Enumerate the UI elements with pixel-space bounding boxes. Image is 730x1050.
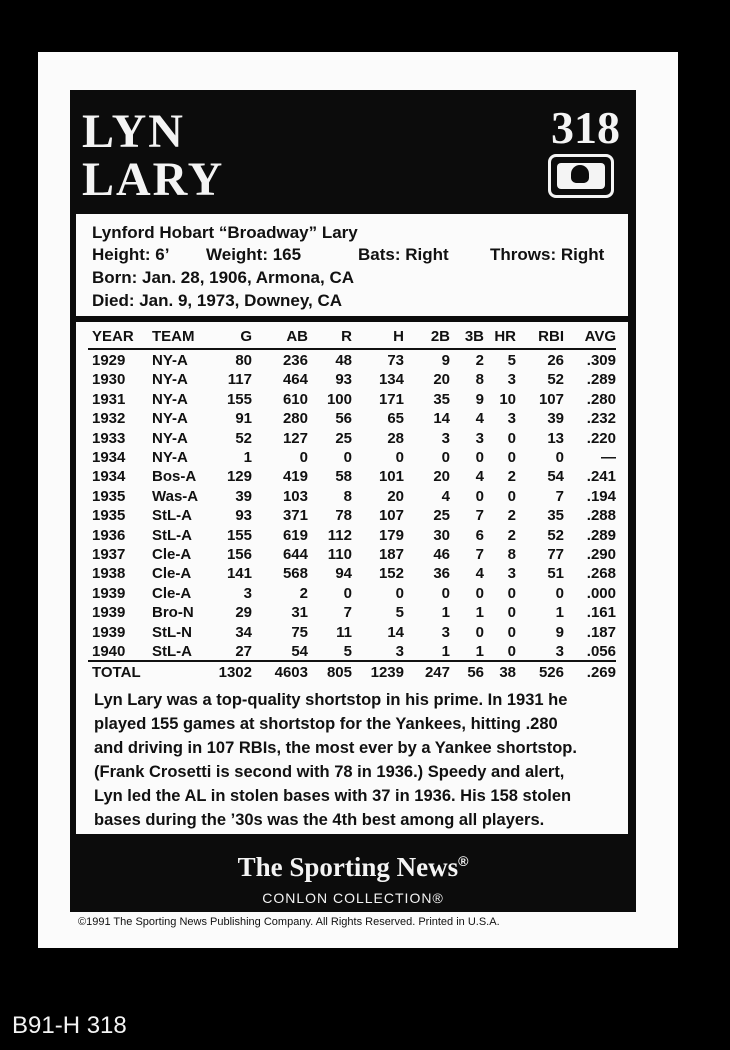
total-3b: 56 — [467, 664, 484, 681]
cell-avg: .288 — [586, 507, 616, 525]
cell-3b: 9 — [475, 390, 484, 408]
cell-2b: 9 — [441, 352, 450, 369]
stats-header — [76, 328, 628, 347]
cell-h: 3 — [395, 643, 404, 660]
cell-year: 1931 — [92, 390, 126, 408]
cell-rbi: 35 — [547, 507, 564, 525]
cell-rbi: 0 — [555, 449, 564, 466]
cell-2b: 0 — [441, 449, 450, 466]
cell-g: 27 — [235, 643, 252, 660]
cell-year: 1939 — [92, 584, 126, 602]
col-3b: 3B — [464, 328, 484, 345]
cell-year: 1934 — [92, 449, 126, 466]
cell-ab: 2 — [299, 584, 308, 602]
total-r: 805 — [326, 664, 352, 681]
cell-avg: — — [601, 449, 616, 466]
cell-r: 110 — [327, 546, 352, 563]
cell-avg: .280 — [586, 390, 616, 408]
cell-hr: 0 — [507, 429, 516, 447]
stats-row — [76, 391, 628, 410]
cell-year: 1939 — [92, 623, 126, 641]
col-h: H — [393, 328, 404, 345]
cell-avg: .289 — [586, 371, 616, 389]
cell-2b: 1 — [441, 604, 450, 622]
cell-g: 80 — [235, 352, 252, 369]
cell-2b: 36 — [433, 565, 450, 583]
cell-g: 3 — [243, 584, 252, 602]
cell-h: 73 — [387, 352, 404, 369]
cell-r: 58 — [335, 468, 352, 486]
sporting-news-logo — [70, 852, 636, 883]
cell-h: 5 — [395, 604, 404, 622]
cell-year: 1938 — [92, 565, 126, 583]
cell-g: 117 — [227, 371, 252, 389]
col-year: YEAR — [92, 328, 134, 345]
blurb-line: Lyn Lary was a top-quality shortstop in his prime. In 1931 he — [94, 691, 568, 709]
cell-ab: 464 — [282, 371, 308, 389]
cell-rbi: 51 — [547, 565, 564, 583]
cell-team: Cle-A — [152, 546, 192, 563]
cell-rbi: 3 — [555, 643, 564, 660]
cell-r: 25 — [335, 429, 352, 447]
cell-rbi: 107 — [538, 390, 564, 408]
cell-h: 134 — [378, 371, 404, 389]
stats-row — [76, 585, 628, 604]
cell-g: 93 — [235, 507, 252, 525]
col-team: TEAM — [152, 328, 195, 345]
cell-g: 29 — [235, 604, 252, 622]
cell-h: 179 — [378, 526, 404, 544]
cell-r: 93 — [335, 371, 352, 389]
stats-row — [76, 468, 628, 487]
cell-2b: 35 — [433, 390, 450, 408]
cell-3b: 0 — [475, 623, 484, 641]
cell-h: 152 — [378, 565, 404, 583]
cell-3b: 4 — [475, 565, 484, 583]
cell-3b: 7 — [475, 546, 484, 563]
cell-r: 94 — [335, 565, 352, 583]
cell-h: 0 — [395, 584, 404, 602]
collection-mark: ® — [432, 890, 444, 906]
cell-ab: 280 — [282, 410, 308, 428]
cell-2b: 1 — [441, 643, 450, 660]
cell-hr: 2 — [507, 468, 516, 486]
cell-team: NY-A — [152, 390, 188, 408]
cell-rbi: 7 — [555, 487, 564, 505]
cell-team: NY-A — [152, 352, 188, 369]
cell-r: 112 — [327, 526, 352, 544]
height: Height: 6’ — [92, 245, 170, 264]
cell-ab: 619 — [282, 526, 308, 544]
cell-2b: 20 — [433, 468, 450, 486]
cell-hr: 10 — [499, 390, 516, 408]
player-last-name: LARY — [82, 153, 225, 206]
cell-h: 187 — [378, 546, 404, 563]
cell-rbi: 26 — [547, 352, 564, 369]
cell-rbi: 52 — [547, 371, 564, 389]
cell-hr: 3 — [507, 371, 516, 389]
col-avg: AVG — [584, 328, 616, 345]
stats-total-row — [76, 664, 628, 683]
blurb-line: bases during the ’30s was the 4th best among all players. — [94, 811, 545, 829]
cell-2b: 3 — [441, 429, 450, 447]
cell-h: 171 — [378, 390, 404, 408]
cell-r: 48 — [335, 352, 352, 369]
bats: Bats: Right — [358, 245, 449, 264]
cell-year: 1932 — [92, 410, 126, 428]
weight: Weight: 165 — [206, 245, 302, 264]
bio-panel — [76, 214, 628, 316]
cell-hr: 5 — [507, 352, 516, 369]
cell-avg: .194 — [586, 487, 616, 505]
col-g: G — [240, 328, 252, 345]
cell-ab: 103 — [282, 487, 308, 505]
blurb-line: Lyn led the AL in stolen bases with 37 in 1936. His 158 stolen — [94, 787, 572, 805]
cell-hr: 0 — [507, 487, 516, 505]
cell-avg: .187 — [586, 623, 616, 641]
cell-ab: 610 — [282, 390, 308, 408]
col-r: R — [341, 328, 352, 345]
cell-3b: 4 — [475, 468, 484, 486]
cell-year: 1940 — [92, 643, 126, 660]
cell-2b: 14 — [433, 410, 450, 428]
cell-rbi: 54 — [547, 468, 564, 486]
cell-team: Cle-A — [152, 584, 192, 602]
career-blurb — [94, 688, 624, 832]
cell-3b: 1 — [475, 643, 484, 660]
cell-hr: 3 — [507, 410, 516, 428]
cell-year: 1935 — [92, 507, 126, 525]
born: Born: Jan. 28, 1906, Armona, CA — [92, 268, 355, 287]
cell-2b: 20 — [433, 371, 450, 389]
cell-year: 1934 — [92, 468, 126, 486]
cell-3b: 4 — [475, 410, 484, 428]
cell-3b: 8 — [475, 371, 484, 389]
full-name: Lynford Hobart “Broadway” Lary — [92, 223, 358, 242]
brand-name: The Sporting News — [237, 852, 459, 882]
cell-3b: 6 — [475, 526, 484, 544]
cell-hr: 0 — [507, 604, 516, 622]
cell-2b: 0 — [441, 584, 450, 602]
brand-mark: ® — [458, 853, 469, 869]
conlon-collection — [70, 890, 636, 906]
stats-row — [76, 371, 628, 390]
cell-g: 155 — [226, 390, 252, 408]
collection-name: CONLON COLLECTION — [262, 890, 433, 906]
cell-3b: 7 — [475, 507, 484, 525]
col-2b: 2B — [430, 328, 450, 345]
cell-3b: 2 — [475, 352, 484, 369]
total-year: TOTAL — [92, 664, 141, 681]
cell-rbi: 39 — [547, 410, 564, 428]
cell-h: 101 — [378, 468, 404, 486]
cell-3b: 3 — [475, 429, 484, 447]
stats-row — [76, 430, 628, 449]
cell-r: 8 — [343, 487, 352, 505]
cell-hr: 2 — [507, 526, 516, 544]
stats-panel — [76, 322, 628, 834]
cell-hr: 3 — [507, 565, 516, 583]
cell-year: 1939 — [92, 604, 126, 622]
cell-ab: 31 — [291, 604, 308, 622]
total-2b: 247 — [424, 664, 450, 681]
stats-row — [76, 488, 628, 507]
stats-row — [76, 624, 628, 643]
cell-r: 5 — [343, 643, 352, 660]
cell-avg: .056 — [586, 643, 616, 660]
cell-3b: 0 — [475, 449, 484, 466]
cell-avg: .241 — [586, 468, 616, 486]
cell-3b: 1 — [475, 604, 484, 622]
died: Died: Jan. 9, 1973, Downey, CA — [92, 291, 343, 310]
cell-rbi: 9 — [555, 623, 564, 641]
cell-team: NY-A — [152, 429, 188, 447]
cell-team: StL-A — [152, 526, 192, 544]
cell-avg: .161 — [586, 604, 616, 622]
cell-g: 34 — [235, 623, 252, 641]
cell-ab: 568 — [282, 565, 308, 583]
stats-row — [76, 410, 628, 429]
cell-rbi: 0 — [555, 584, 564, 602]
cell-avg: .309 — [586, 352, 616, 369]
stats-row — [76, 546, 628, 565]
throws: Throws: Right — [490, 245, 605, 264]
cell-team: Was-A — [152, 487, 199, 505]
col-rbi: RBI — [538, 328, 564, 345]
cell-avg: .232 — [586, 410, 616, 428]
cell-g: 156 — [226, 546, 252, 563]
cell-r: 11 — [336, 623, 352, 641]
cell-ab: 236 — [282, 352, 308, 369]
cell-g: 52 — [235, 429, 252, 447]
cell-ab: 54 — [291, 643, 308, 660]
cell-team: StL-N — [152, 623, 192, 641]
cell-g: 39 — [235, 487, 252, 505]
cell-year: 1933 — [92, 429, 126, 447]
cell-r: 0 — [343, 449, 352, 466]
cell-g: 91 — [235, 410, 252, 428]
stats-row — [76, 565, 628, 584]
cell-hr: 2 — [507, 507, 516, 525]
cell-2b: 30 — [433, 526, 450, 544]
stats-row — [76, 643, 628, 662]
blurb-line: and driving in 107 RBIs, the most ever by a Yankee shortstop. — [94, 739, 577, 757]
cell-r: 7 — [343, 604, 352, 622]
cell-team: StL-A — [152, 507, 192, 525]
header-rule — [88, 348, 616, 350]
cell-year: 1929 — [92, 352, 126, 369]
image-label: B91-H 318 — [12, 1012, 127, 1039]
cell-2b: 46 — [433, 546, 450, 563]
mlb-logo-icon — [548, 154, 614, 198]
mlb-logo-batter — [571, 165, 589, 183]
cell-ab: 0 — [299, 449, 308, 466]
cell-rbi: 77 — [547, 546, 564, 563]
stats-row — [76, 449, 628, 468]
cell-team: NY-A — [152, 371, 188, 389]
cell-g: 155 — [226, 526, 252, 544]
cell-h: 0 — [395, 449, 404, 466]
cell-team: NY-A — [152, 449, 188, 466]
cell-year: 1937 — [92, 546, 126, 563]
cell-ab: 75 — [291, 623, 308, 641]
cell-avg: .289 — [586, 526, 616, 544]
total-ab: 4603 — [274, 664, 308, 681]
total-avg: .269 — [586, 664, 616, 681]
cell-r: 78 — [335, 507, 352, 525]
cell-2b: 4 — [441, 487, 450, 505]
cell-team: Cle-A — [152, 565, 192, 583]
cell-hr: 0 — [507, 584, 516, 602]
total-hr: 38 — [499, 664, 516, 681]
cell-team: Bro-N — [152, 604, 194, 622]
cell-r: 100 — [326, 390, 352, 408]
blurb-line: played 155 games at shortstop for the Yankees, hitting .280 — [94, 715, 558, 733]
card-number: 318 — [551, 102, 620, 153]
col-hr: HR — [494, 328, 516, 345]
cell-h: 14 — [387, 623, 404, 641]
cell-ab: 644 — [282, 546, 308, 563]
cell-g: 1 — [243, 449, 252, 466]
cell-2b: 3 — [441, 623, 450, 641]
cell-rbi: 1 — [555, 604, 564, 622]
cell-rbi: 52 — [547, 526, 564, 544]
cell-year: 1935 — [92, 487, 126, 505]
cell-3b: 0 — [475, 487, 484, 505]
copyright: ©1991 The Sporting News Publishing Company. All Rights Reserved. Printed in U.S.A. — [78, 916, 500, 928]
cell-g: 129 — [226, 468, 252, 486]
blurb-line: (Frank Crosetti is second with 78 in 1936.) Speedy and alert, — [94, 763, 565, 781]
cell-year: 1930 — [92, 371, 126, 389]
cell-avg: .268 — [586, 565, 616, 583]
cell-h: 65 — [387, 410, 404, 428]
cell-r: 56 — [335, 410, 352, 428]
cell-h: 20 — [387, 487, 404, 505]
stats-row — [76, 507, 628, 526]
cell-avg: .000 — [586, 584, 616, 602]
cell-team: StL-A — [152, 643, 192, 660]
cell-g: 141 — [226, 565, 252, 583]
cell-ab: 419 — [282, 468, 308, 486]
cell-ab: 127 — [282, 429, 308, 447]
cell-team: Bos-A — [152, 468, 197, 486]
stats-row — [76, 604, 628, 623]
cell-hr: 0 — [507, 643, 516, 660]
cell-ab: 371 — [282, 507, 308, 525]
cell-h: 107 — [378, 507, 404, 525]
cell-year: 1936 — [92, 526, 126, 544]
cell-hr: 8 — [507, 546, 516, 563]
player-first-name: LYN — [82, 105, 185, 158]
cell-3b: 0 — [475, 584, 484, 602]
cell-hr: 0 — [507, 623, 516, 641]
cell-h: 28 — [387, 429, 404, 447]
cell-hr: 0 — [507, 449, 516, 466]
stats-row — [76, 527, 628, 546]
cell-r: 0 — [343, 584, 352, 602]
cell-avg: .220 — [586, 429, 616, 447]
total-h: 1239 — [370, 664, 404, 681]
cell-rbi: 13 — [547, 429, 564, 447]
total-rbi: 526 — [538, 664, 564, 681]
stats-row — [76, 352, 628, 371]
cell-avg: .290 — [586, 546, 616, 563]
total-g: 1302 — [218, 664, 252, 681]
cell-2b: 25 — [433, 507, 450, 525]
cell-team: NY-A — [152, 410, 188, 428]
col-ab: AB — [286, 328, 308, 345]
